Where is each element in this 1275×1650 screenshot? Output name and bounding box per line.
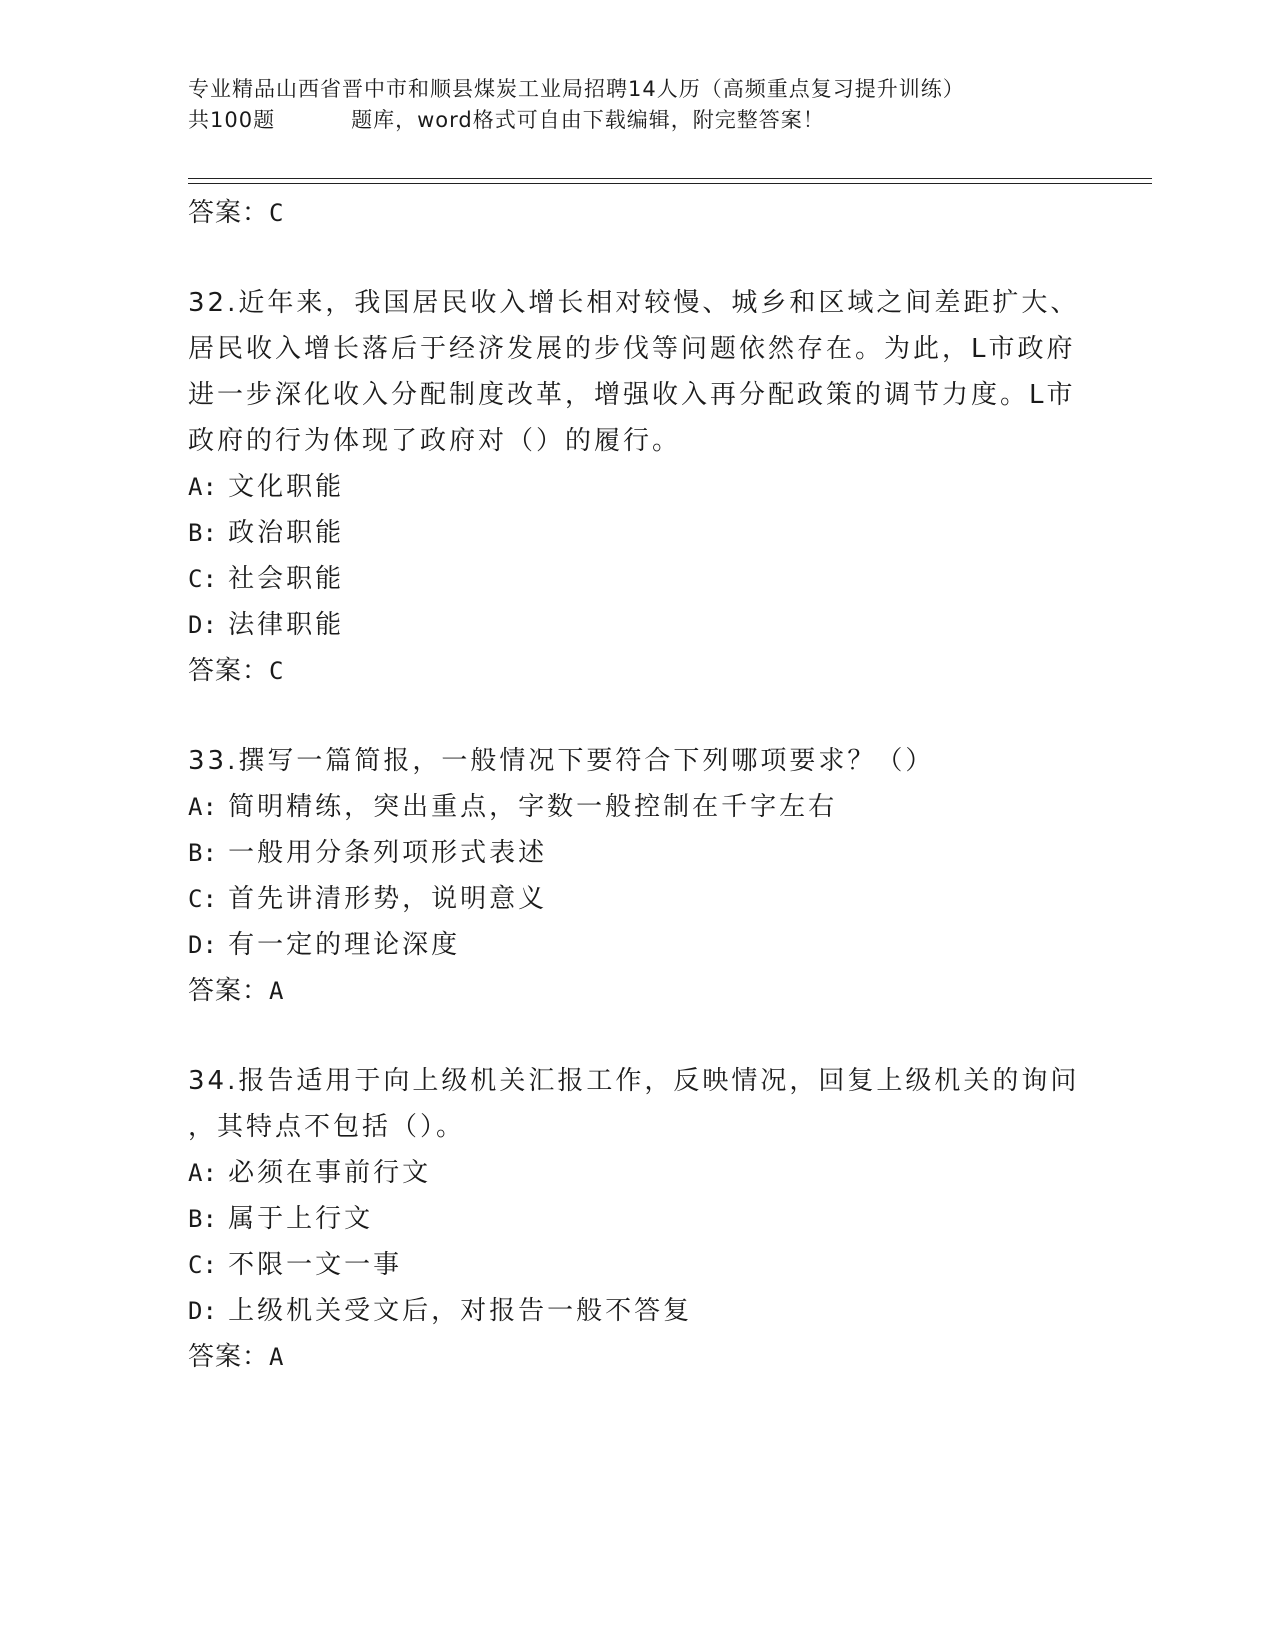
option-letter: B: xyxy=(188,519,217,547)
option-text: 社会职能 xyxy=(228,564,345,594)
option-letter: B: xyxy=(188,839,217,867)
question-block xyxy=(188,738,1088,1014)
answer-line xyxy=(188,190,1088,236)
option-letter: A: xyxy=(188,1159,217,1187)
question-content xyxy=(188,190,1088,1380)
option-a xyxy=(188,1150,1088,1196)
option-letter: A: xyxy=(188,473,217,501)
answer-value: A xyxy=(269,1343,285,1371)
option-a xyxy=(188,784,1088,830)
answer-label: 答案： xyxy=(188,976,270,1006)
option-d xyxy=(188,1288,1088,1334)
option-letter: D: xyxy=(188,931,217,959)
header-divider-top xyxy=(188,178,1152,179)
option-letter: D: xyxy=(188,611,217,639)
option-text: 必须在事前行文 xyxy=(228,1158,432,1188)
answer-value: A xyxy=(269,977,285,1005)
option-text: 有一定的理论深度 xyxy=(228,930,461,960)
header-description: 题库，word格式可自由下载编辑，附完整答案！ xyxy=(351,108,825,132)
header-title-line2 xyxy=(188,105,1088,136)
option-letter: B: xyxy=(188,1205,217,1233)
option-text: 一般用分条列项形式表述 xyxy=(228,838,548,868)
option-text: 文化职能 xyxy=(228,472,345,502)
option-text: 政治职能 xyxy=(228,518,345,548)
header-title-line1: 专业精品山西省晋中市和顺县煤炭工业局招聘14人历（高频重点复习提升训练） xyxy=(188,77,965,101)
option-a xyxy=(188,464,1088,510)
option-text: 上级机关受文后，对报告一般不答复 xyxy=(228,1296,693,1326)
option-c xyxy=(188,556,1088,602)
option-d xyxy=(188,602,1088,648)
answer-line xyxy=(188,968,1088,1014)
answer-label: 答案： xyxy=(188,656,270,686)
option-b xyxy=(188,1196,1088,1242)
question-text-line: 34.报告适用于向上级机关汇报工作，反映情况，回复上级机关的询问 xyxy=(188,1066,1080,1096)
option-letter: A: xyxy=(188,793,217,821)
option-letter: C: xyxy=(188,565,217,593)
answer-value: C xyxy=(269,657,285,685)
option-b xyxy=(188,510,1088,556)
answer-line xyxy=(188,648,1088,694)
option-text: 不限一文一事 xyxy=(228,1250,403,1280)
question-text-line: 进一步深化收入分配制度改革，增强收入再分配政策的调节力度。L市 xyxy=(188,380,1076,410)
answer-line xyxy=(188,1334,1088,1380)
question-text-line: 33.撰写一篇简报，一般情况下要符合下列哪项要求？（） xyxy=(188,746,935,776)
answer-value: C xyxy=(269,199,285,227)
option-c xyxy=(188,1242,1088,1288)
option-letter: C: xyxy=(188,885,217,913)
option-b xyxy=(188,830,1088,876)
answer-label: 答案： xyxy=(188,1342,270,1372)
question-text-line: 居民收入增长落后于经济发展的步伐等问题依然存在。为此，L市政府 xyxy=(188,334,1076,364)
question-text-line: 政府的行为体现了政府对（）的履行。 xyxy=(188,426,682,456)
header-divider-bottom xyxy=(188,183,1152,184)
question-text-line: 32.近年来，我国居民收入增长相对较慢、城乡和区域之间差距扩大、 xyxy=(188,288,1080,318)
option-text: 属于上行文 xyxy=(228,1204,374,1234)
answer-label: 答案： xyxy=(188,198,270,228)
question-text-line: ，其特点不包括（）。 xyxy=(188,1112,466,1142)
option-text: 首先讲清形势，说明意义 xyxy=(228,884,548,914)
option-letter: C: xyxy=(188,1251,217,1279)
question-block xyxy=(188,280,1088,694)
option-c xyxy=(188,876,1088,922)
question-block xyxy=(188,1058,1088,1380)
option-text: 简明精练，突出重点，字数一般控制在千字左右 xyxy=(228,792,838,822)
header-count: 共100题 xyxy=(188,108,276,132)
option-text: 法律职能 xyxy=(228,610,345,640)
option-letter: D: xyxy=(188,1297,217,1325)
option-d xyxy=(188,922,1088,968)
page-header xyxy=(188,74,1088,136)
